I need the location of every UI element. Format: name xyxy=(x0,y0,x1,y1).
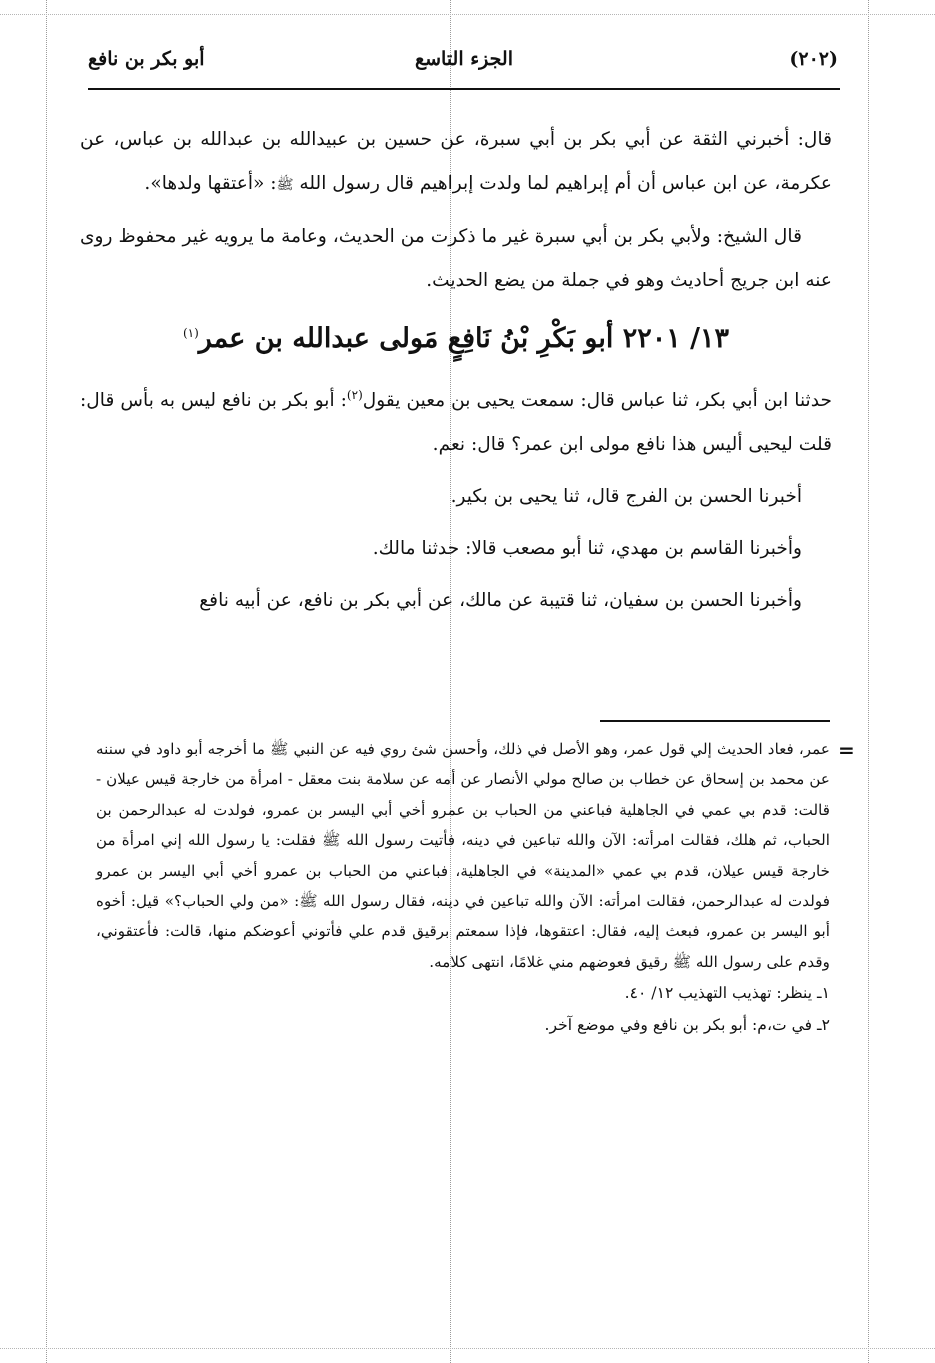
entry-heading-text: ١٣/ ٢٢٠١ أبو بَكْرِ بْنُ نَافِعٍ مَولى عبدالله بن عمر xyxy=(198,323,730,354)
scan-guide-line xyxy=(46,0,47,1363)
entry-heading xyxy=(80,311,832,361)
paragraph: وأخبرنا القاسم بن مهدي، ثنا أبو مصعب قالا: حدثنا مالك. xyxy=(372,538,802,560)
continuation-marker: = xyxy=(838,738,855,762)
footnote-continued: عمر، فعاد الحديث إلي قول عمر، وهو الأصل في ذلك، وأحسن شئ روي فيه عن النبي ﷺ ما أخرجه أبو داود في سننه عن محمد بن إسحاق عن خطاب بن صالح مولي الأنصار عن أمه عن سلامة بنت معقل - امرأة من خارجة قيس عيلان - قالت: قدم بي عمي في الجاهلية فباعني من الحباب بن عمرو أخي أبي اليسر بن عمرو، فولدت له عبدالرحمن بن الحباب، ثم هلك، فقالت امرأته: الآن والله تباعين في دينه، فأتيت رسول الله ﷺ فقلت: يا رسول الله إني امرأة من خارجة قيس عيلان، قدم بي عمي «المدينة» في الجاهلية، فباعني من الحباب بن عمرو أخي أبي اليسر بن عمرو فولدت له عبدالرحمن، فقالت امرأته: الآن والله تباعين في دينه، فقال رسول الله ﷺ: «من ولي الحباب؟» قيل: أخوه أبو اليسر بن عمرو، فبعث إليه، فقال: اعتقوها، فإذا سمعتم برقيق قدم علي فأتوني أعوضكم منها، قالت: فأعتقوني، وقدم على رسول الله ﷺ رقيق فعوضهم مني غلامًا، انتهى كلامه. xyxy=(96,740,830,971)
scan-guide-line xyxy=(0,14,935,15)
footnote-rule xyxy=(600,720,830,722)
scan-guide-line xyxy=(868,0,869,1363)
header-rule xyxy=(88,88,840,90)
paragraph-text: : أبو بكر بن نافع ليس به بأس قال: قلت ليحيى أليس هذا نافع مولى ابن عمر؟ قال: نعم. xyxy=(80,390,832,456)
scan-guide-line xyxy=(0,1348,935,1349)
footnote-ref: (١) xyxy=(182,326,199,340)
footnotes xyxy=(96,734,830,1041)
paragraph: وأخبرنا الحسن بن سفيان، ثنا قتيبة عن مالك، عن أبي بكر بن نافع، عن أبيه نافع xyxy=(199,590,802,612)
running-title: أبو بكر بن نافع xyxy=(88,48,205,70)
paragraph-text: قال: أخبرني الثقة عن أبي بكر بن أبي سبرة، عن حسين بن عبيدالله بن عبدالله بن عباس، عن عكرمة، عن ابن عباس أن أم إبراهيم لما ولدت إبراهيم قال رسول الله xyxy=(80,129,832,194)
footnote-1: ١ـ ينظر: تهذيب التهذيب ١٢/ ٤٠. xyxy=(624,984,830,1003)
footnote-ref: (٢) xyxy=(346,388,363,402)
footnote-2: ٢ـ في ت،م: أبو بكر بن نافع وفي موضع آخر. xyxy=(544,1016,830,1035)
page-header xyxy=(88,44,840,84)
paragraph-text: حدثنا ابن أبي بكر، ثنا عباس قال: سمعت يحيى بن معين يقول xyxy=(362,390,832,412)
paragraph-text: : «أعتقها ولدها». xyxy=(144,173,277,194)
main-text xyxy=(80,118,832,631)
paragraph: قال الشيخ: ولأبي بكر بن أبي سبرة غير ما ذكرت من الحديث، وعامة ما يرويه غير محفوظ روى عنه ابن جريج أحاديث وهو في جملة من يضع الحديث. xyxy=(80,226,832,291)
page-number: (٢٠٢) xyxy=(789,48,838,70)
paragraph: أخبرنا الحسن بن الفرج قال، ثنا يحيى بن بكير. xyxy=(450,486,802,508)
salutation-glyph: ﷺ xyxy=(276,177,294,193)
paragraph xyxy=(80,373,832,467)
paragraph xyxy=(80,118,832,207)
volume-title: الجزء التاسع xyxy=(415,48,513,70)
